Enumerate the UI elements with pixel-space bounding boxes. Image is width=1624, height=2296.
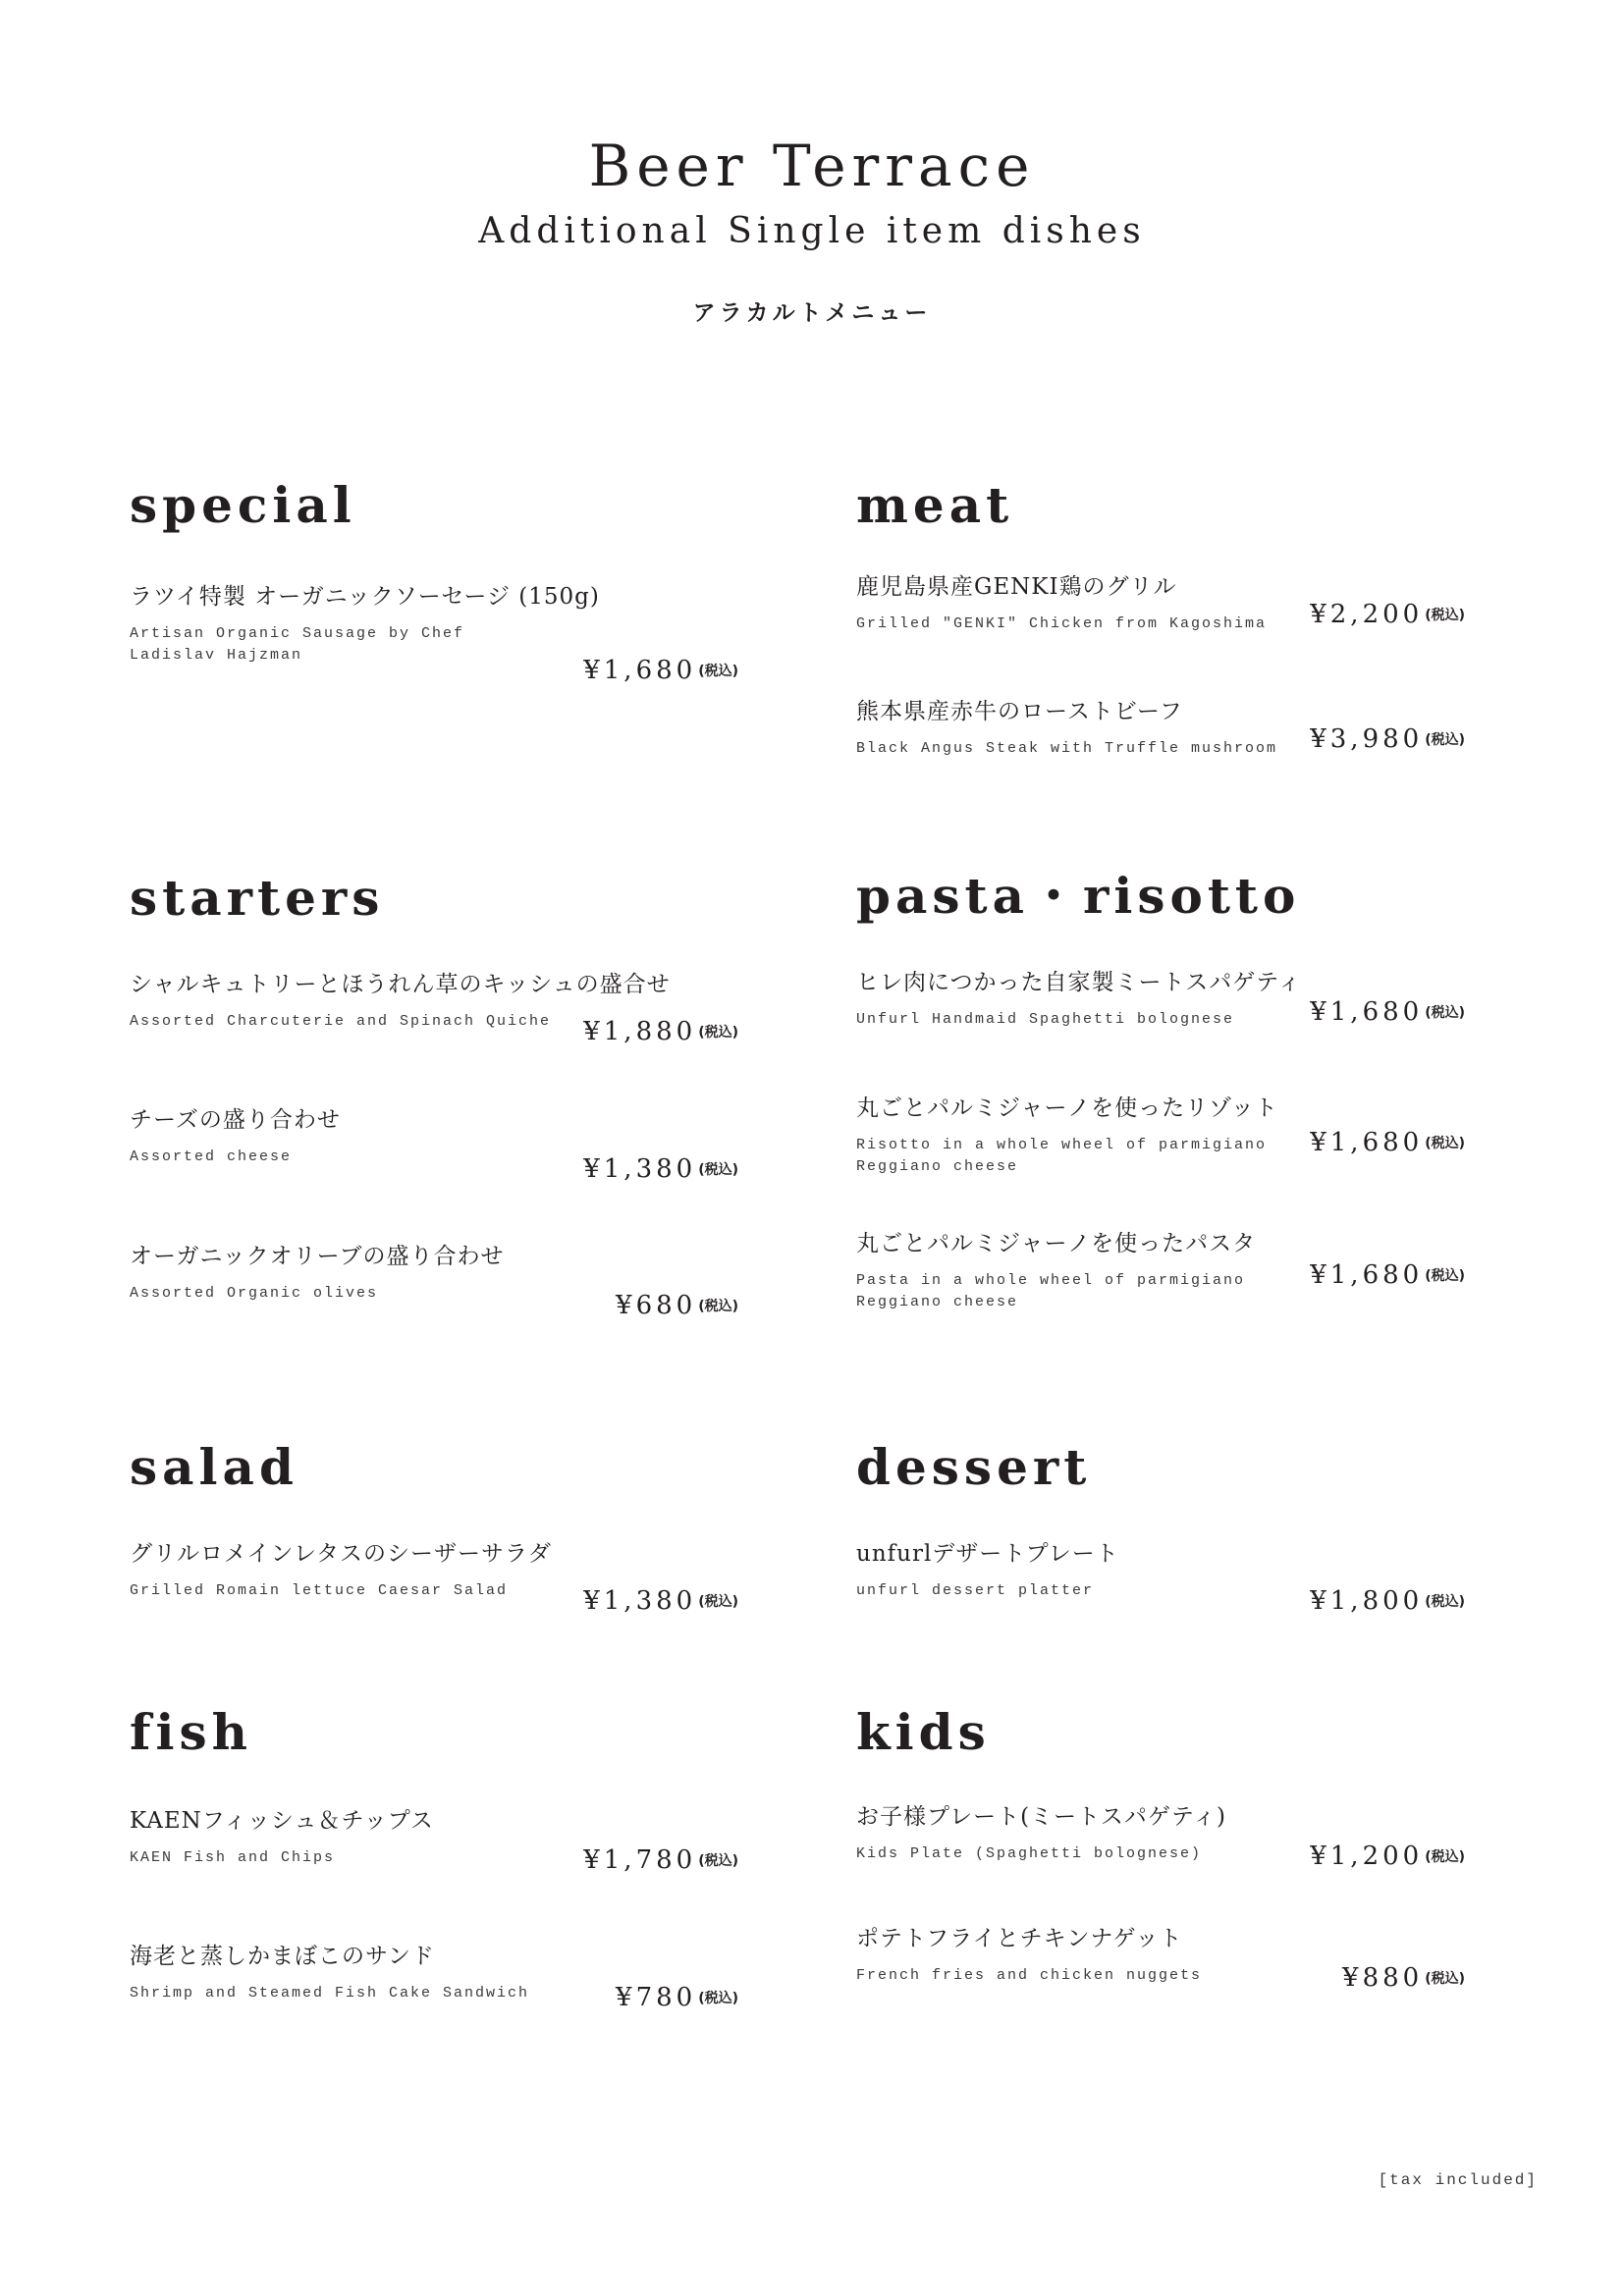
section-starters	[130, 869, 738, 1320]
price-value: 3,980	[1329, 724, 1424, 754]
price-value: 1,200	[1329, 1842, 1424, 1871]
tax-label: (税込)	[698, 664, 738, 679]
yen-symbol: ¥	[616, 1983, 636, 2012]
section-kids	[856, 1703, 1465, 1993]
item-name-en: Unfurl Handmaid Spaghetti bolognese	[856, 1011, 1235, 1028]
item-price	[583, 1847, 738, 1873]
price-value: 880	[1362, 1963, 1424, 1993]
menu-item	[856, 699, 1465, 797]
tax-label: (税込)	[1425, 608, 1465, 623]
item-price	[1310, 1843, 1465, 1869]
tax-label: (税込)	[698, 1025, 738, 1041]
section-title: salad	[130, 1438, 298, 1496]
section-title: meat	[856, 476, 1014, 534]
yen-symbol: ¥	[1310, 1586, 1330, 1616]
price-value: 1,880	[603, 1017, 697, 1046]
yen-symbol: ¥	[583, 656, 604, 685]
price-value: 680	[635, 1291, 697, 1320]
item-name-jp: 海老と蒸しかまぼこのサンド	[130, 1944, 435, 1969]
item-price	[1310, 1262, 1465, 1288]
item-name-en: Grilled "GENKI" Chicken from Kagoshima	[856, 615, 1268, 632]
menu-item	[130, 1944, 738, 2042]
yen-symbol: ¥	[583, 1845, 604, 1875]
yen-symbol: ¥	[616, 1291, 636, 1320]
tax-label: (税込)	[698, 1162, 738, 1178]
yen-symbol: ¥	[583, 1017, 604, 1046]
tax-included-note: [tax included]	[1378, 2171, 1538, 2189]
price-value: 1,680	[1329, 997, 1424, 1027]
tax-label: (税込)	[698, 1299, 738, 1314]
item-name-jp: チーズの盛り合わせ	[130, 1107, 341, 1133]
price-value: 1,680	[603, 656, 697, 685]
item-price	[1310, 999, 1465, 1025]
menu-item	[130, 1107, 738, 1205]
section-special	[130, 476, 738, 685]
item-price	[1310, 726, 1465, 752]
section-meat	[856, 476, 1465, 757]
section-pasta-risotto	[856, 867, 1465, 1310]
item-name-en: Grilled Romain lettuce Caesar Salad	[130, 1582, 509, 1599]
item-name-en: Risotto in a whole wheel of parmigiano Reggiano cheese	[856, 1137, 1268, 1175]
item-name-jp: シャルキュトリーとほうれん草のキッシュの盛合せ	[130, 972, 671, 997]
section-title: fish	[130, 1703, 253, 1761]
section-title: pasta・risotto	[856, 867, 1301, 925]
menu-item	[130, 1808, 738, 1906]
price-value: 1,800	[1329, 1586, 1424, 1616]
section-title: special	[130, 476, 356, 534]
item-price	[1310, 602, 1465, 627]
price-value: 1,380	[603, 1154, 697, 1184]
yen-symbol: ¥	[1310, 600, 1330, 629]
yen-symbol: ¥	[1310, 997, 1330, 1027]
menu-item	[856, 1541, 1465, 1639]
yen-symbol: ¥	[583, 1154, 604, 1184]
item-name-en: unfurl dessert platter	[856, 1582, 1095, 1599]
tax-label: (税込)	[1425, 1594, 1465, 1610]
price-value: 1,380	[603, 1586, 697, 1616]
menu-item	[130, 1244, 738, 1342]
yen-symbol: ¥	[1342, 1963, 1363, 1993]
price-value: 2,200	[1329, 600, 1424, 629]
item-name-en: Black Angus Steak with Truffle mushroom	[856, 740, 1278, 757]
item-name-jp: 鹿児島県産GENKI鶏のグリル	[856, 574, 1177, 600]
item-name-jp: unfurlデザートプレート	[856, 1541, 1119, 1567]
price-value: 1,780	[603, 1845, 697, 1875]
item-name-jp: KAENフィッシュ＆チップス	[130, 1808, 434, 1834]
menu-item	[856, 574, 1465, 672]
price-value: 1,680	[1329, 1128, 1424, 1157]
tax-label: (税込)	[1425, 1268, 1465, 1284]
section-title: starters	[130, 869, 385, 927]
tax-label: (税込)	[1425, 1971, 1465, 1987]
tax-label: (税込)	[698, 1853, 738, 1869]
menu-item	[856, 1095, 1465, 1194]
item-name-en: Assorted Charcuterie and Spinach Quiche	[130, 1013, 552, 1030]
section-title: kids	[856, 1703, 991, 1761]
item-name-jp: オーガニックオリーブの盛り合わせ	[130, 1244, 505, 1269]
item-price	[583, 1588, 738, 1614]
menu-item	[130, 1541, 738, 1639]
item-name-en: Pasta in a whole wheel of parmigiano Reggiano cheese	[856, 1272, 1246, 1310]
item-price	[583, 1019, 738, 1044]
menu-item	[130, 972, 738, 1070]
item-name-jp: グリルロメインレタスのシーザーサラダ	[130, 1541, 552, 1567]
item-name-en: Assorted cheese	[130, 1148, 293, 1165]
tax-label: (税込)	[1425, 1136, 1465, 1151]
tax-label: (税込)	[1425, 732, 1465, 748]
yen-symbol: ¥	[1310, 1128, 1330, 1157]
price-value: 780	[635, 1983, 697, 2012]
yen-symbol: ¥	[583, 1586, 604, 1616]
item-price	[1342, 1965, 1465, 1991]
page-subtitle: Additional Single item dishes	[478, 211, 1146, 251]
item-name-en: French fries and chicken nuggets	[856, 1967, 1203, 1984]
item-name-jp: ポテトフライとチキンナゲット	[856, 1926, 1183, 1951]
tax-label: (税込)	[1425, 1849, 1465, 1865]
item-name-jp: ヒレ肉につかった自家製ミートスパゲティ	[856, 970, 1302, 995]
item-price	[616, 1985, 738, 2010]
section-fish	[130, 1703, 738, 2012]
section-title: dessert	[856, 1438, 1092, 1496]
item-name-en: KAEN Fish and Chips	[130, 1849, 336, 1866]
tax-label: (税込)	[698, 1594, 738, 1610]
tax-label: (税込)	[1425, 1005, 1465, 1021]
menu-item	[856, 1231, 1465, 1329]
menu-item	[856, 970, 1465, 1068]
item-price	[1310, 1588, 1465, 1614]
yen-symbol: ¥	[1310, 724, 1330, 754]
item-name-en: Assorted Organic olives	[130, 1285, 379, 1302]
page-title: Beer Terrace	[588, 133, 1036, 199]
item-name-jp: ラツイ特製 オーガニックソーセージ (150g)	[130, 584, 600, 610]
menu-item	[130, 584, 738, 685]
item-name-jp: 丸ごとパルミジャーノを使ったパスタ	[856, 1231, 1257, 1256]
yen-symbol: ¥	[1310, 1260, 1330, 1290]
menu-item	[856, 1926, 1465, 2024]
item-price	[616, 1293, 738, 1318]
menu-item	[856, 1804, 1465, 1902]
item-name-en: Kids Plate (Spaghetti bolognese)	[856, 1845, 1203, 1862]
item-name-en: Artisan Organic Sausage by Chef Ladislav Hajzman	[130, 625, 465, 664]
item-name-jp: 丸ごとパルミジャーノを使ったリゾット	[856, 1095, 1278, 1121]
item-name-jp: 熊本県産赤牛のローストビーフ	[856, 699, 1183, 724]
section-salad	[130, 1438, 738, 1616]
price-value: 1,680	[1329, 1260, 1424, 1290]
section-dessert	[856, 1438, 1465, 1616]
item-name-en: Shrimp and Steamed Fish Cake Sandwich	[130, 1985, 530, 2002]
item-price	[583, 1156, 738, 1182]
item-price	[1310, 1130, 1465, 1155]
item-name-jp: お子様プレート(ミートスパゲティ)	[856, 1804, 1226, 1830]
tax-label: (税込)	[698, 1991, 738, 2006]
yen-symbol: ¥	[1310, 1842, 1330, 1871]
page-subtitle-jp: アラカルトメニュー	[692, 300, 932, 326]
item-price	[583, 658, 738, 683]
